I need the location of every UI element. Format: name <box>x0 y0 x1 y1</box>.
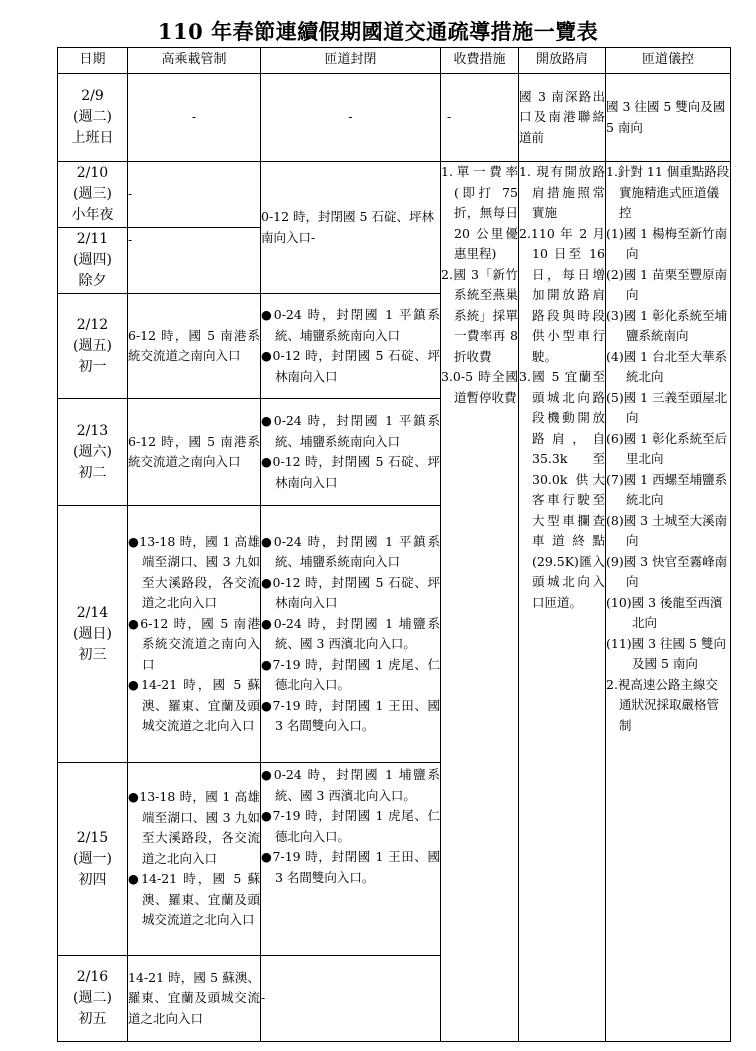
header-hov: 高乘載管制 <box>128 48 261 74</box>
shoulder-cell <box>519 162 606 1042</box>
metering-item: (7)國 1 西螺至埔鹽系統北向 <box>606 471 728 507</box>
ramp-item: ●0-12 時，封閉國 5 石碇、坪林南向入口 <box>261 454 440 490</box>
hov-item: ●13-18 時，國 1 高雄端至湖口、國 3 九如至大溪路段，各交流道之北向入口 <box>128 533 260 610</box>
toll-cell <box>441 162 519 1042</box>
metering-item: 2.視高速公路主線交通狀況採取嚴格管制 <box>606 676 720 733</box>
ramp-item: ●7-19 時，封閉國 1 王田、國 3 名間雙向入口。 <box>261 849 440 885</box>
hov-cell: - <box>128 228 261 294</box>
metering-item: (3)國 1 彰化系統至埔鹽系統南向 <box>606 307 728 343</box>
metering-item: (6)國 1 彰化系統至后里北向 <box>606 430 728 466</box>
date-cell: 2/9 (週二) 上班日 <box>58 74 128 162</box>
ramp-item: ●0-24 時，封閉國 1 埔鹽系統、國 3 西濱北向入口。 <box>261 767 440 803</box>
date-cell: 2/10 (週三) 小年夜 <box>58 162 128 228</box>
shoulder-cell: 國 3 南深路出口及南港聯絡道前 <box>519 74 606 162</box>
metering-item: (10)國 3 後龍至西濱北向 <box>606 594 723 630</box>
hov-item: ●14-21 時，國 5 蘇澳、羅東、宜蘭及頭城交流道之北向入口 <box>128 871 260 928</box>
toll-cell: - <box>441 74 519 162</box>
hov-cell: 6-12 時，國 5 南港系統交流道之南向入口 <box>128 399 261 506</box>
metering-item: (2)國 1 苗栗至豐原南向 <box>606 266 728 302</box>
ramp-item: ●0-12 時，封閉國 5 石碇、坪林南向入口 <box>261 348 440 384</box>
date-cell: 2/15 (週一) 初四 <box>58 763 128 956</box>
page-title: 110 年春節連續假期國道交通疏導措施一覽表 <box>157 19 599 44</box>
ramp-cell: - <box>261 74 441 162</box>
date-cell: 2/12 (週五) 初一 <box>58 294 128 399</box>
ramp-cell: - <box>261 956 441 1042</box>
date-cell: 2/14 (週日) 初三 <box>58 506 128 763</box>
toll-item: 1.單一費率(即打 75 折，無每日 20 公里優惠里程) <box>441 164 518 261</box>
shoulder-item: 2.110 年 2 月 10 日至 16 日，每日增加開放路肩路段與時段供小型車行駛。 <box>519 225 605 364</box>
ramp-cell: 0-12 時，封閉國 5 石碇、坪林南向入口- <box>261 162 441 294</box>
ramp-item: ●0-24 時，封閉國 1 平鎮系統、埔鹽系統南向入口 <box>261 533 440 569</box>
shoulder-item: 1. 現有開放路肩措施照常實施 <box>519 164 605 220</box>
ramp-item: ●0-24 時，封閉國 1 平鎮系統、埔鹽系統南向入口 <box>261 413 440 449</box>
metering-item: (8)國 3 土城至大溪南向 <box>606 512 728 548</box>
hov-cell: 14-21 時，國 5 蘇澳、羅東、宜蘭及頭城交流道之北向入口 <box>128 956 261 1042</box>
metering-cell: 國 3 往國 5 雙向及國 5 南向 <box>606 74 731 162</box>
ramp-item: ●0-24 時，封閉國 1 平鎮系統、埔鹽系統南向入口 <box>261 307 440 343</box>
table-row <box>58 162 731 228</box>
ramp-item: ●7-19 時，封閉國 1 王田、國 3 名間雙向入口。 <box>261 697 440 733</box>
metering-item: (11)國 3 往國 5 雙向及國 5 南向 <box>606 635 726 671</box>
ramp-item: ●0-12 時，封閉國 5 石碇、坪林南向入口 <box>261 574 440 610</box>
header-toll: 收費措施 <box>441 48 519 74</box>
metering-item: (4)國 1 台北至大華系統北向 <box>606 348 728 384</box>
hov-cell: 6-12 時，國 5 南港系統交流道之南向入口 <box>128 294 261 399</box>
date-cell: 2/13 (週六) 初二 <box>58 399 128 506</box>
ramp-item: ●7-19 時，封閉國 1 虎尾、仁德北向入口。 <box>261 656 440 692</box>
header-shoulder: 開放路肩 <box>519 48 606 74</box>
hov-cell <box>128 763 261 956</box>
hov-item: ●14-21 時，國 5 蘇澳、羅東、宜蘭及頭城交流道之北向入口 <box>128 677 260 733</box>
hov-cell: - <box>128 74 261 162</box>
header-row <box>58 48 731 74</box>
header-ramp-metering: 匝道儀控 <box>606 48 731 74</box>
toll-item: 2.國 3「新竹系統至燕巢系統」採單一費率再 8 折收費 <box>441 266 518 364</box>
ramp-cell <box>261 763 441 956</box>
metering-item: (1)國 1 楊梅至新竹南向 <box>606 225 728 261</box>
header-date: 日期 <box>58 48 128 74</box>
metering-item: (5)國 1 三義至頭屋北向 <box>606 389 728 425</box>
table-row <box>58 74 731 162</box>
ramp-item: ●0-24 時，封閉國 1 埔鹽系統、國 3 西濱北向入口。 <box>261 615 440 651</box>
shoulder-item: 3.國 5 宜蘭至頭城北向路段機動開放路肩，自 35.3k 至 30.0k 供大客車行駛至大型車攔查車道終點(29.5K)匯入頭城北向入口匝道。 <box>519 369 605 610</box>
traffic-measures-table <box>57 47 731 1042</box>
hov-item: ●6-12 時，國 5 南港系統交流道之南向入口 <box>128 615 260 672</box>
metering-item: 1.針對 11 個重點路段實施精進式匝道儀控 <box>606 164 730 220</box>
date-cell: 2/16 (週二) 初五 <box>58 956 128 1042</box>
metering-cell <box>606 162 731 1042</box>
ramp-cell <box>261 399 441 506</box>
toll-item: 3.0-5 時全國道暫停收費 <box>441 369 518 405</box>
metering-item: (9)國 3 快官至霧峰南向 <box>606 553 728 589</box>
hov-cell: - <box>128 162 261 228</box>
ramp-cell <box>261 506 441 763</box>
ramp-cell <box>261 294 441 399</box>
hov-cell <box>128 506 261 763</box>
date-cell: 2/11 (週四) 除夕 <box>58 228 128 294</box>
header-ramp-closure: 匝道封閉 <box>261 48 441 74</box>
hov-item: ●13-18 時，國 1 高雄端至湖口、國 3 九如至大溪路段，各交流道之北向入口 <box>128 789 260 866</box>
ramp-item: ●7-19 時，封閉國 1 虎尾、仁德北向入口。 <box>261 808 440 844</box>
